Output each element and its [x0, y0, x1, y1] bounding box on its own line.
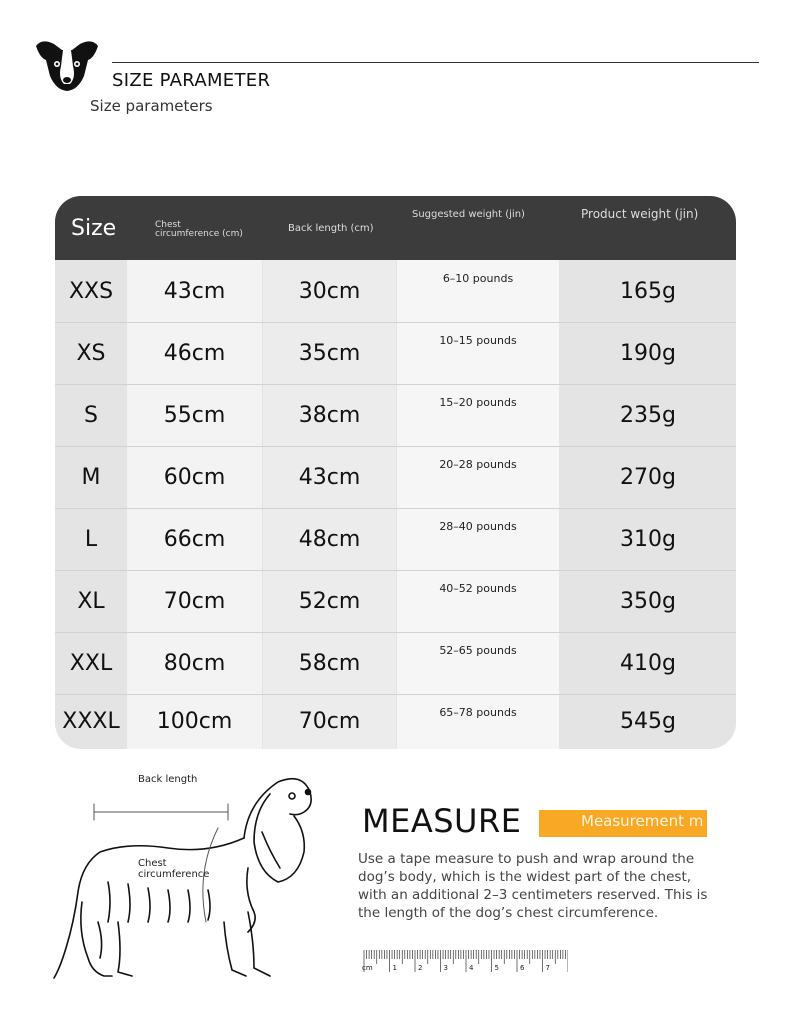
table-row	[55, 322, 736, 384]
cell-product-weight: 270g	[620, 464, 676, 490]
page-title: SIZE PARAMETER	[112, 70, 271, 91]
cell-product-weight: 235g	[620, 402, 676, 428]
cell-suggested-weight: 40–52 pounds	[397, 570, 559, 632]
cell-suggested-weight: 15–20 pounds	[397, 384, 559, 446]
cell-product-weight: 410g	[620, 650, 676, 676]
cell-chest: 80cm	[127, 632, 262, 694]
row-divider	[55, 322, 736, 323]
cell-size: XL	[77, 588, 105, 614]
chest-circumference-label: Chest circumference	[138, 858, 210, 880]
header-rule	[112, 62, 759, 63]
table-row	[55, 508, 736, 570]
cell-product-weight: 350g	[620, 588, 676, 614]
cell-size: L	[84, 526, 98, 552]
ruler-number: 4	[469, 964, 474, 972]
header-size: Size	[71, 215, 117, 241]
cell-chest: 43cm	[127, 260, 262, 322]
cell-size: XXS	[68, 278, 114, 304]
measure-title: MEASURE	[362, 802, 522, 840]
table-row	[55, 694, 736, 749]
measure-description: Use a tape measure to push and wrap around the dog’s body, which is the widest part of the chest, with an additional 2–3 centimeters reserved. This is the length of the dog’s chest circumference.	[358, 851, 708, 921]
table-row	[55, 570, 736, 632]
cell-suggested-weight: 65–78 pounds	[397, 694, 559, 749]
cell-suggested-weight: 6–10 pounds	[397, 260, 559, 322]
header-back-length: Back length (cm)	[288, 222, 374, 234]
cell-back-length: 35cm	[263, 322, 396, 384]
cell-suggested-weight: 28–40 pounds	[397, 508, 559, 570]
ruler-number: 2	[418, 964, 423, 972]
cell-size: XS	[76, 340, 106, 366]
table-row	[55, 446, 736, 508]
cell-size: XXXL	[62, 709, 120, 734]
size-table	[55, 196, 736, 749]
ruler-number: 6	[520, 964, 525, 972]
cell-chest: 70cm	[127, 570, 262, 632]
row-divider	[55, 446, 736, 447]
ruler-number: 3	[443, 964, 448, 972]
row-divider	[55, 632, 736, 633]
dog-face-icon	[32, 38, 102, 92]
header-suggested-weight: Suggested weight (jin)	[412, 208, 525, 220]
cell-chest: 46cm	[127, 322, 262, 384]
cell-back-length: 43cm	[263, 446, 396, 508]
table-row	[55, 632, 736, 694]
cell-product-weight: 545g	[620, 709, 676, 734]
cell-chest: 66cm	[127, 508, 262, 570]
cell-back-length: 70cm	[263, 694, 396, 749]
cell-product-weight: 310g	[620, 526, 676, 552]
page-subtitle: Size parameters	[90, 97, 213, 115]
table-row	[55, 260, 736, 322]
cell-size: XXL	[69, 650, 113, 676]
ruler-icon	[360, 946, 568, 976]
cell-suggested-weight: 20–28 pounds	[397, 446, 559, 508]
row-divider	[55, 694, 736, 695]
header-chest: Chest circumference (cm)	[155, 220, 243, 239]
cell-size: M	[81, 464, 101, 490]
row-divider	[55, 570, 736, 571]
cell-suggested-weight: 10–15 pounds	[397, 322, 559, 384]
cell-back-length: 52cm	[263, 570, 396, 632]
cell-size: S	[84, 402, 98, 428]
measure-bar-text: Measurement m	[581, 812, 704, 830]
ruler-number: 1	[392, 964, 397, 972]
row-divider	[55, 508, 736, 509]
cell-back-length: 38cm	[263, 384, 396, 446]
cell-product-weight: 165g	[620, 278, 676, 304]
back-length-label: Back length	[138, 774, 198, 785]
ruler-number: 7	[545, 964, 550, 972]
cell-back-length: 30cm	[263, 260, 396, 322]
cell-back-length: 48cm	[263, 508, 396, 570]
ruler-unit: cm	[362, 964, 373, 972]
header-product-weight: Product weight (jin)	[581, 207, 699, 221]
cell-suggested-weight: 52–65 pounds	[397, 632, 559, 694]
cell-back-length: 58cm	[263, 632, 396, 694]
row-divider	[55, 384, 736, 385]
cell-chest: 100cm	[127, 694, 262, 749]
ruler-number: 5	[494, 964, 499, 972]
cell-chest: 60cm	[127, 446, 262, 508]
cell-chest: 55cm	[127, 384, 262, 446]
table-row	[55, 384, 736, 446]
table-header	[55, 196, 736, 260]
cell-product-weight: 190g	[620, 340, 676, 366]
